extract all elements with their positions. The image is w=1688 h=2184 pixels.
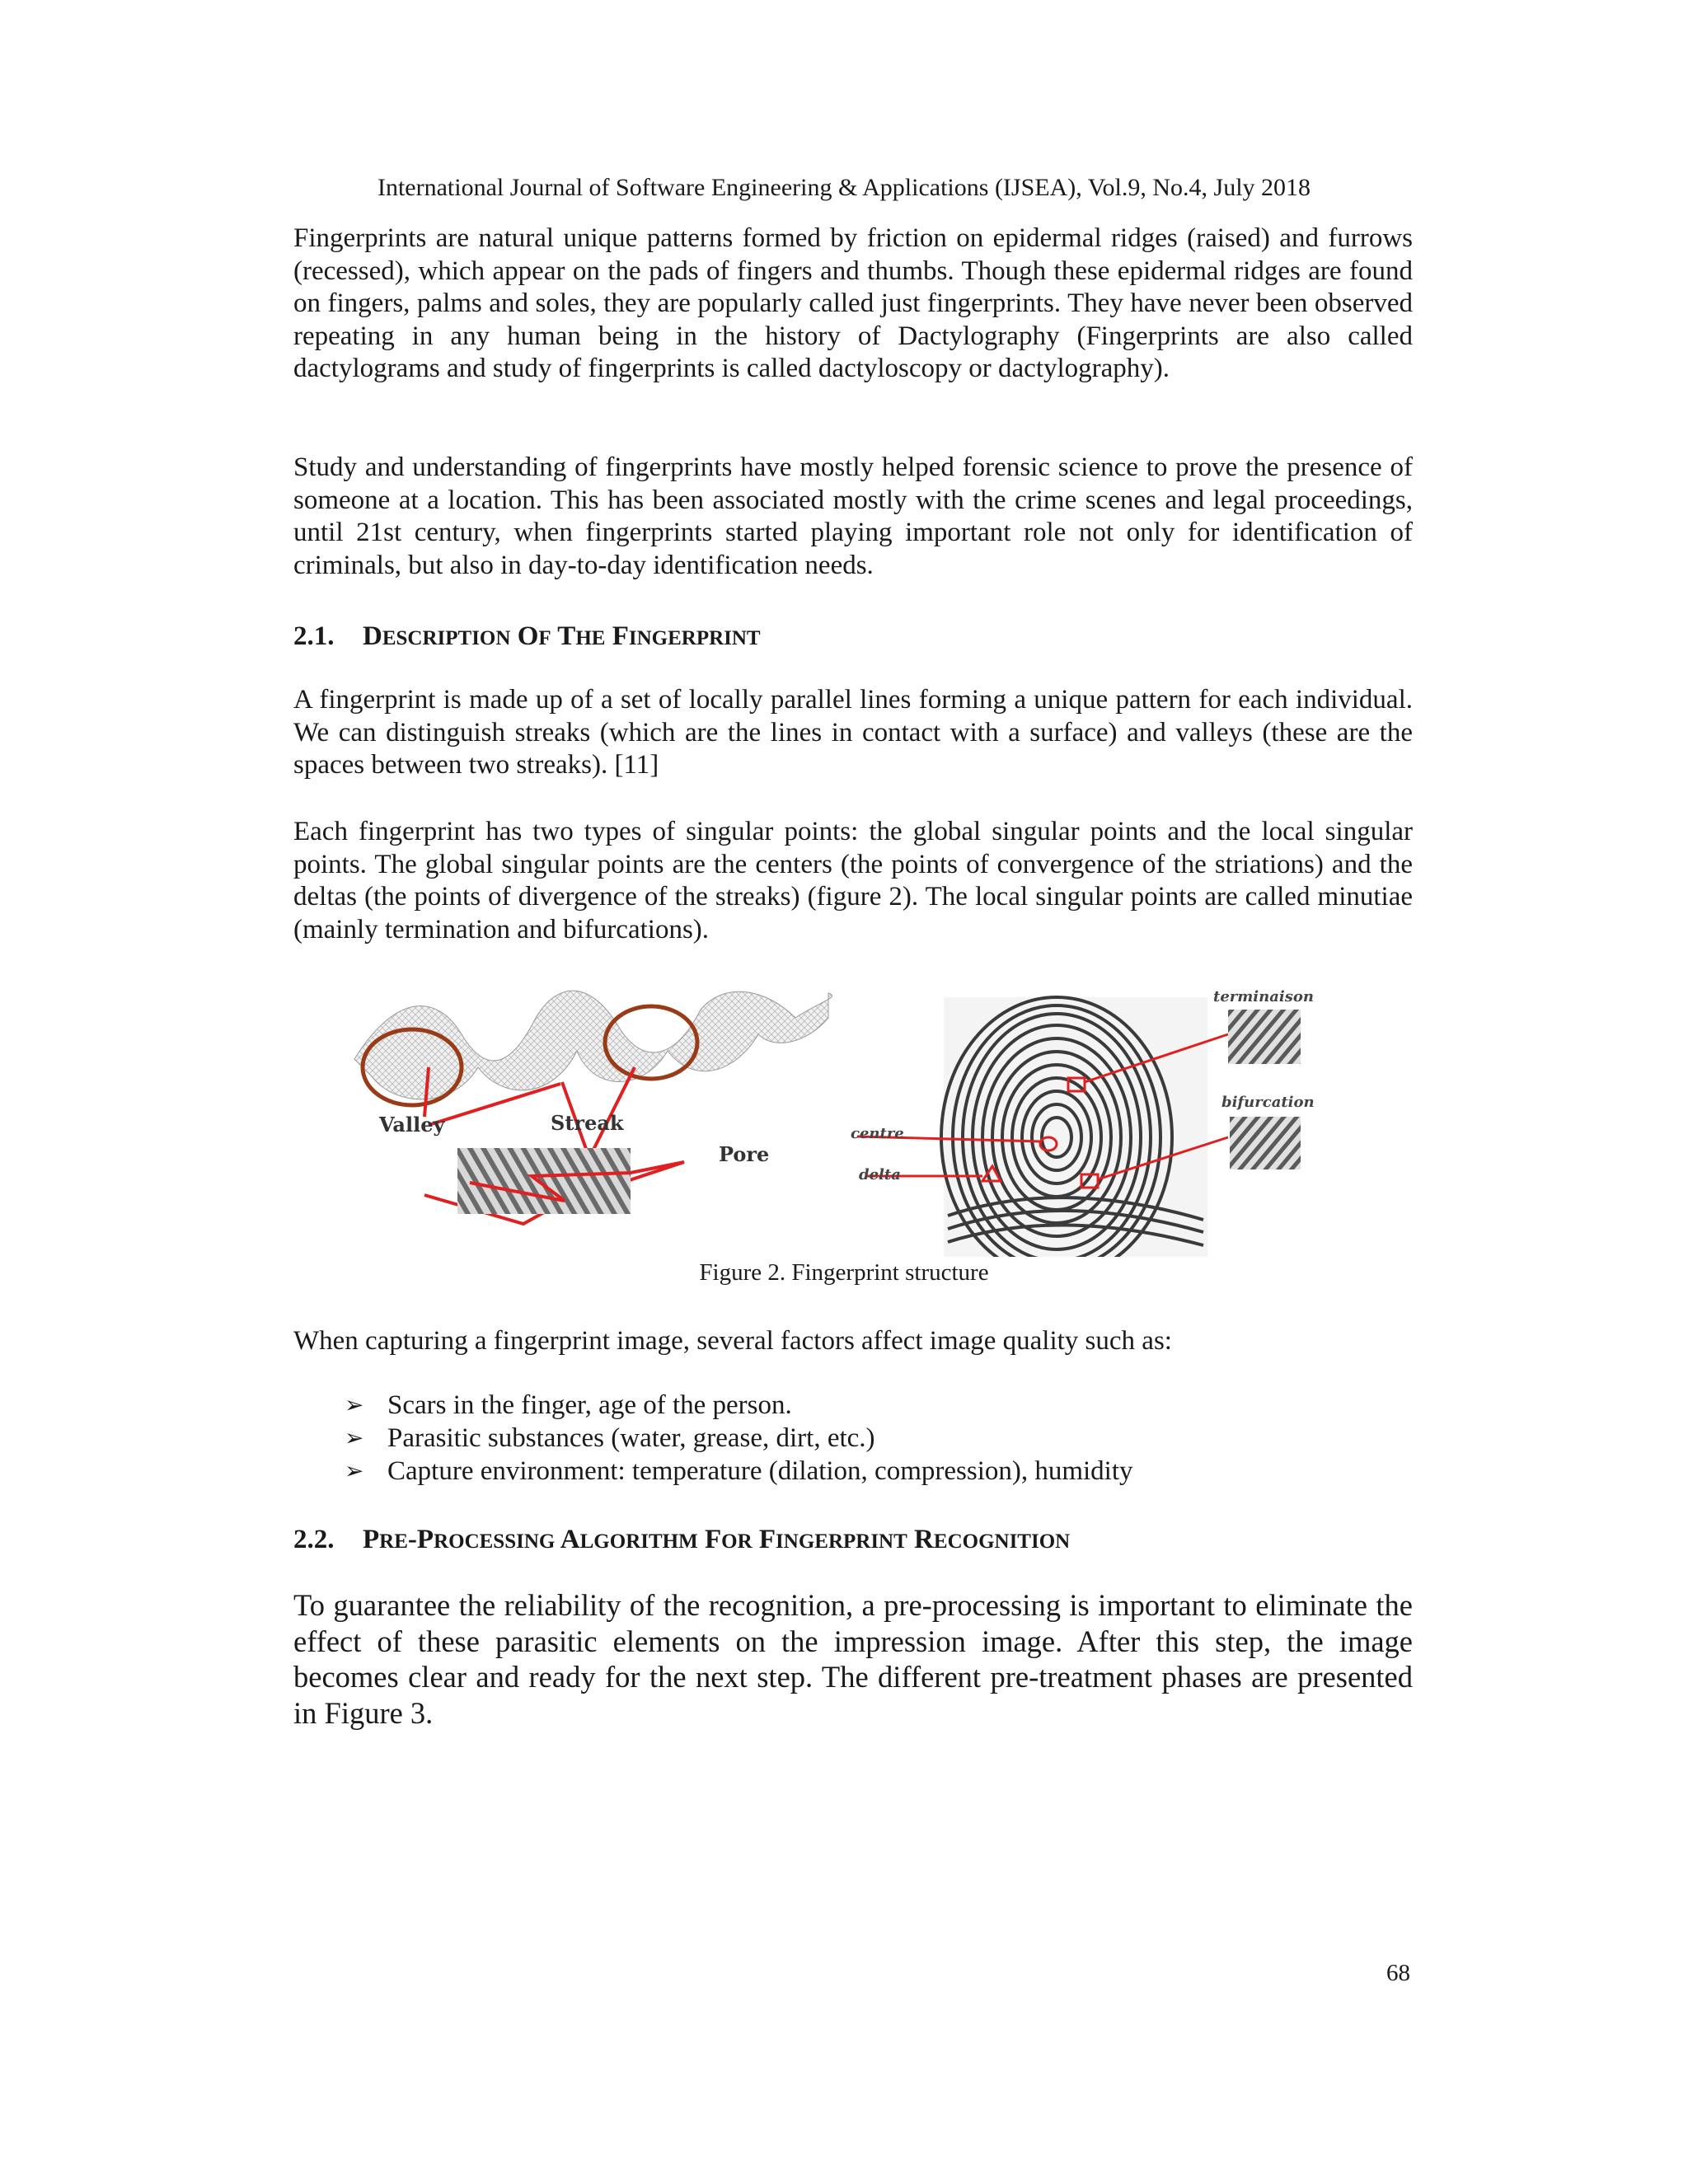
paragraph-capturing [293, 1325, 1413, 1358]
paragraph-singular-points: Each fingerprint has two types of singular points: the global singular points and the local singular points. The global singular points are the centers (the points of convergence of the striations) and the deltas (the points of divergence of the streaks) (figure 2). The local singular points are called minutiae (mainly termination and bifurcations). [293, 817, 1413, 944]
page-number: 68 [1386, 1960, 1410, 1986]
label-centre: centre [851, 1125, 904, 1142]
paragraph-intro [293, 223, 1413, 386]
arrow-bullet-icon: ➢ [345, 1458, 364, 1484]
paragraph-streaks [293, 684, 1413, 782]
arrow-bullet-icon: ➢ [345, 1393, 364, 1418]
factor-list [345, 1390, 1133, 1488]
figure-fingerprint-structure [346, 985, 1343, 1257]
label-streak: Streak [551, 1111, 624, 1135]
label-bifurcation: bifurcation [1221, 1094, 1315, 1111]
section-heading-2-2: 2.2. PRE-PROCESSING ALGORITHM FOR FINGERPRINT RECOGNITION [293, 1525, 1071, 1554]
paragraph-singular [293, 816, 1413, 946]
pore-ridge-image [457, 1148, 631, 1214]
paragraph-streaks-valleys: A fingerprint is made up of a set of locally parallel lines forming a unique pattern for each individual. We can distinguish streaks (which are the lines in contact with a surface) and valleys (these are the spaces between two streaks). [11] [293, 685, 1413, 780]
paragraph-capture-factors: When capturing a fingerprint image, several factors affect image quality such as: [293, 1326, 1172, 1356]
termination-zoom-image [1228, 1010, 1301, 1064]
bifurcation-zoom-image [1230, 1117, 1301, 1169]
list-item: ➢ Parasitic substances (water, grease, dirt, etc.) [345, 1422, 1133, 1455]
figure-caption: Figure 2. Fingerprint structure [699, 1259, 989, 1286]
label-valley: Valley [379, 1113, 445, 1137]
label-delta: delta [859, 1166, 901, 1183]
paragraph-preprocessing-text: To guarantee the reliability of the recognition, a pre-processing is important to eliminate the effect of these parasitic elements on the impression image. After this step, the image becomes clear and ready for the next step. The different pre-treatment phases are presented in Figure 3. [293, 1588, 1413, 1730]
fingerprint-image [941, 997, 1207, 1257]
paragraph-preprocessing [293, 1587, 1413, 1731]
list-item: ➢ Capture environment: temperature (dilation, compression), humidity [345, 1455, 1133, 1488]
paragraph-forensic-science: Study and understanding of fingerprints have mostly helped forensic science to prove the presence of someone at a location. This has been associated mostly with the crime scenes and legal proceedings, until 21st century, when fingerprints started playing important role not only for identification of criminals, but also in day-to-day identification needs. [293, 452, 1413, 580]
paragraph-fingerprints-definition: Fingerprints are natural unique patterns formed by friction on epidermal ridges (raised) and furrows (recessed), which appear on the pads of fingers and thumbs. Though these epidermal ridges are found on fingers, palms and soles, they are popularly called just fingerprints. They have never been observed repeating in any human being in the history of Dactylography (Fingerprints are also called dactylograms and study of fingerprints is called dactyloscopy or dactylography). [293, 223, 1413, 384]
label-termination: terminaison [1213, 988, 1314, 1005]
paragraph-forensics [293, 452, 1413, 582]
arrow-bullet-icon: ➢ [345, 1425, 364, 1451]
section-heading-2-1: 2.1. DESCRIPTION OF THE FINGERPRINT [293, 621, 761, 651]
label-pore: Pore [719, 1142, 770, 1166]
running-header: International Journal of Software Engineering & Applications (IJSEA), Vol.9, No.4, July 2018 [377, 174, 1311, 201]
list-item: ➢ Scars in the finger, age of the person. [345, 1390, 1133, 1422]
